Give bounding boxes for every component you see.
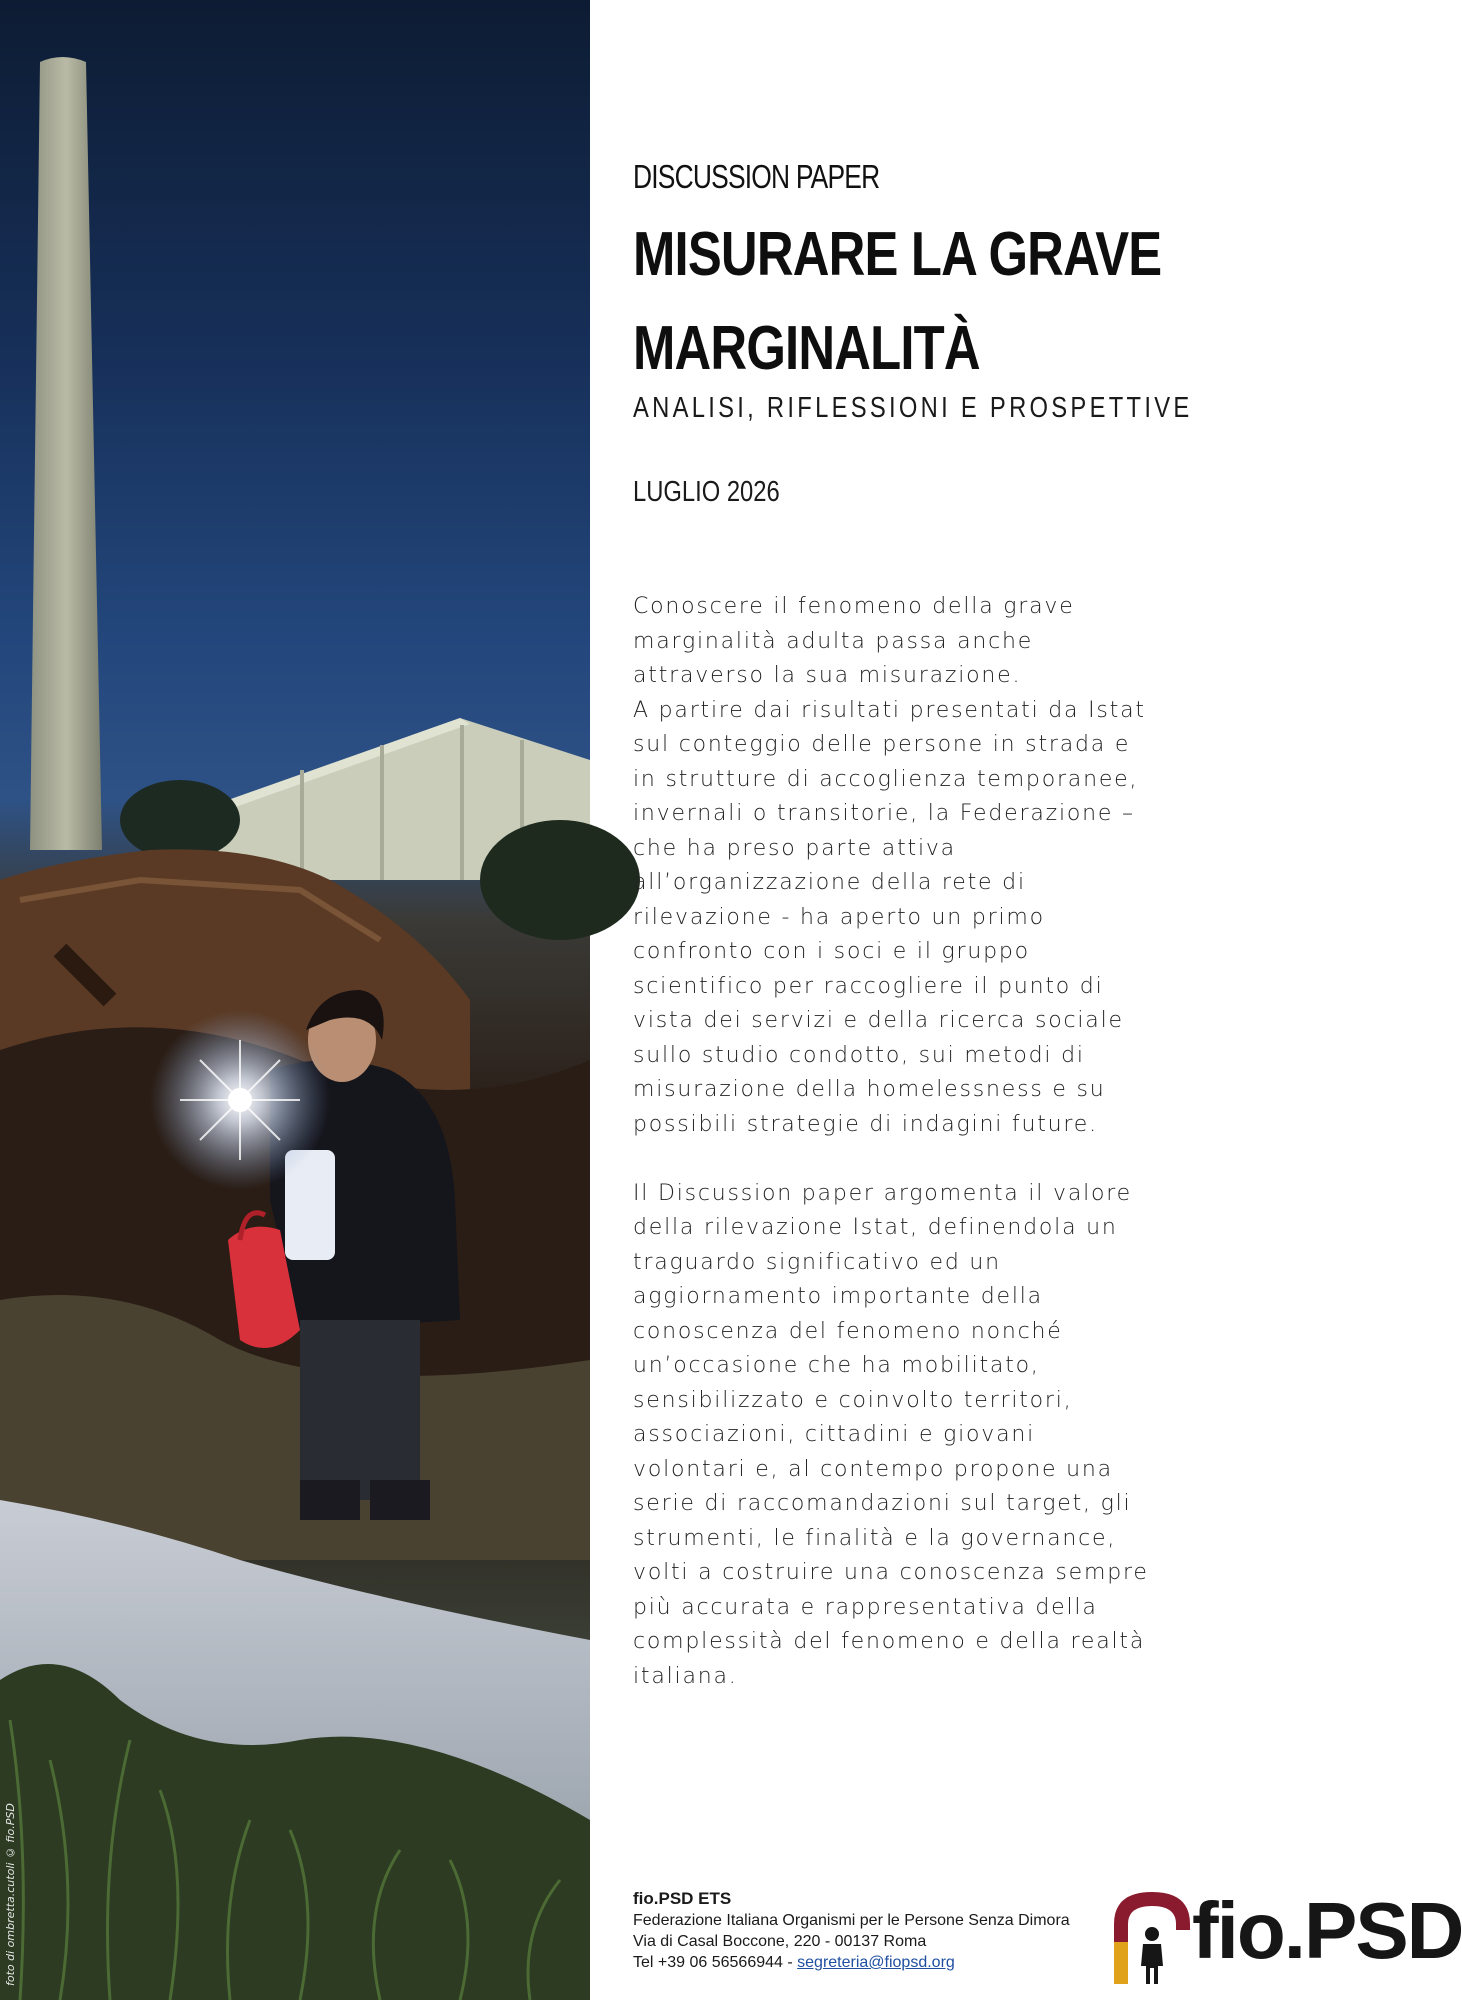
text-line: aggiornamento importante della (633, 1284, 1043, 1309)
text-line: un’occasione che ha mobilitato, (633, 1353, 1040, 1378)
text-line: conoscenza del fenomeno nonché (633, 1318, 1063, 1344)
fiopsd-logo (1104, 1884, 1462, 1984)
text-line: volontari e, al contempo propone una (633, 1456, 1113, 1482)
text-line: della rilevazione Istat, definendola un (633, 1215, 1118, 1240)
contact-footer (633, 1888, 1093, 1973)
publication-date: LUGLIO 2026 (633, 476, 780, 508)
text-line: serie di raccomandazioni sul target, gli (633, 1491, 1132, 1516)
text-line: sul conteggio delle persone in strada e (633, 732, 1131, 757)
abstract-paragraph-1 (633, 590, 1193, 1142)
logo-wordmark: fio.PSD (1192, 1886, 1462, 1975)
page-title (633, 208, 1174, 396)
text-line: sullo studio condotto, sui metodi di (633, 1042, 1085, 1068)
text-line: all’organizzazione della rete di (633, 870, 1026, 895)
person-silhouette-icon (1104, 1884, 1200, 1984)
text-line: traguardo significativo ed un (633, 1249, 1001, 1275)
title-line-1: MISURARE LA GRAVE (633, 220, 1162, 289)
text-line: A partire dai risultati presentati da Istat (633, 697, 1146, 723)
org-phone: Tel +39 06 56566944 - (633, 1954, 798, 1971)
text-line: vista dei servizi e della ricerca sociale (633, 1008, 1124, 1033)
text-line: possibili strategie di indagini future. (633, 1111, 1098, 1137)
cover-photo-illustration (0, 0, 590, 2000)
org-name: fio.PSD ETS (633, 1889, 732, 1908)
org-full-name: Federazione Italiana Organismi per le Persone Senza Dimora (633, 1912, 1070, 1929)
text-line: italiana. (633, 1663, 738, 1689)
text-line: sensibilizzato e coinvolto territori, (633, 1387, 1073, 1413)
text-line: che ha preso parte attiva (633, 835, 956, 861)
text-line: Il Discussion paper argomenta il valore (633, 1180, 1132, 1206)
text-line: attraverso la sua misurazione. (633, 663, 1022, 688)
photo-credit: foto di ombretta.cutoli © fio.PSD (4, 1803, 17, 1986)
text-line: scientifico per raccogliere il punto di (633, 973, 1104, 999)
text-line: più accurata e rappresentativa della (633, 1594, 1098, 1620)
text-line: rilevazione - ha aperto un primo (633, 904, 1045, 930)
abstract-paragraph-2 (633, 1177, 1193, 1695)
text-line: in strutture di accoglienza temporanee, (633, 766, 1139, 792)
text-line: complessità del fenomeno e della realtà (633, 1629, 1146, 1654)
chimney (30, 57, 102, 850)
text-line: volti a costruire una conoscenza sempre (633, 1560, 1149, 1585)
org-contacts (633, 1952, 1093, 1973)
subtitle: ANALISI, RIFLESSIONI E PROSPETTIVE (633, 392, 1193, 424)
text-line: associazioni, cittadini e giovani (633, 1422, 1036, 1447)
text-line: Conoscere il fenomeno della grave (633, 594, 1075, 619)
text-line: misurazione della homelessness e su (633, 1077, 1106, 1102)
text-line: marginalità adulta passa anche (633, 628, 1034, 654)
text-line: strumenti, le finalità e la governance, (633, 1525, 1117, 1551)
abstract (633, 590, 1193, 1694)
text-line: confronto con i soci e il gruppo (633, 939, 1030, 964)
kicker: DISCUSSION PAPER (633, 158, 880, 195)
title-line-2: MARGINALITÀ (633, 314, 980, 383)
email-link[interactable]: segreteria@fiopsd.org (797, 1954, 955, 1971)
cover-photo (0, 0, 590, 2000)
org-address: Via di Casal Boccone, 220 - 00137 Roma (633, 1933, 927, 1950)
text-line: invernali o transitorie, la Federazione – (633, 801, 1135, 826)
